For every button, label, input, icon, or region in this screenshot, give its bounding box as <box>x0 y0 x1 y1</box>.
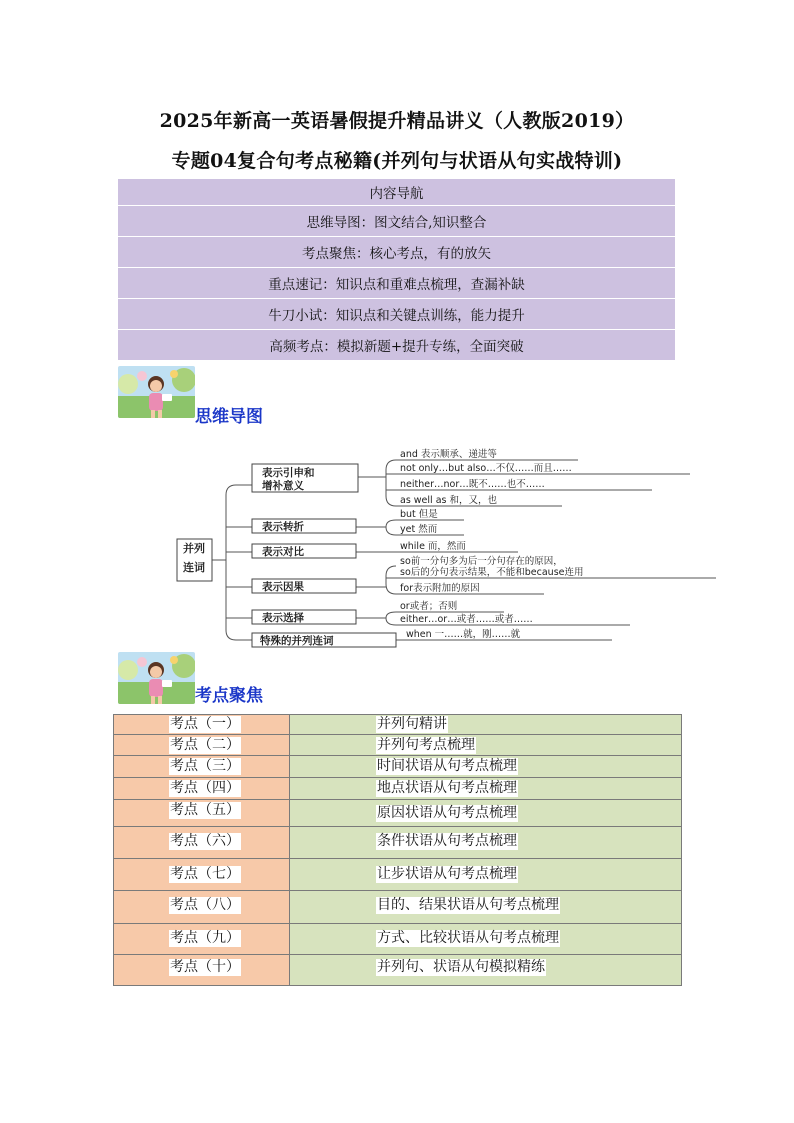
table-row <box>114 891 682 924</box>
section-banner-illustration <box>118 652 195 704</box>
table-row <box>114 859 682 891</box>
content-nav-item: 思维导图：图文结合,知识整合 <box>118 206 675 237</box>
point-topic: 地点状语从句考点梳理 <box>377 780 517 796</box>
focus-section-label: 考点聚焦 <box>195 686 263 706</box>
point-topic: 目的、结果状语从句考点梳理 <box>377 897 559 913</box>
point-label: 考点（六） <box>170 833 240 849</box>
point-label: 考点（十） <box>170 959 240 975</box>
point-topic: 方式、比较状语从句考点梳理 <box>377 930 559 946</box>
mind-map-branch-label: 特殊的并列连词 <box>260 635 334 647</box>
document-subtitle: 专题04复合句考点秘籍(并列句与状语从句实战特训) <box>171 150 623 172</box>
mind-map-section-label: 思维导图 <box>195 407 263 427</box>
content-nav-item: 牛刀小试：知识点和关键点训练，能力提升 <box>118 299 675 330</box>
mind-map-leaf: neither…nor…既不……也不…… <box>400 479 545 490</box>
point-label: 考点（九） <box>170 930 240 946</box>
mind-map-leaf: either…or…或者……或者…… <box>400 614 533 625</box>
point-label: 考点（四） <box>170 780 240 796</box>
table-row <box>114 778 682 800</box>
mind-map-leaf: while 而，然而 <box>400 541 466 552</box>
table-row <box>114 955 682 986</box>
mind-map-leaf: not only…but also…不仅……而且…… <box>400 463 572 474</box>
point-label: 考点（七） <box>170 866 240 882</box>
point-label: 考点（二） <box>170 736 240 753</box>
table-row <box>114 827 682 859</box>
mind-map-leaf: yet 然而 <box>400 524 438 535</box>
focus-points-table <box>113 714 682 986</box>
point-topic: 原因状语从句考点梳理 <box>377 804 517 821</box>
mind-map-branch-label: 增补意义 <box>262 480 304 492</box>
mind-map-leaf: as well as 和，又，也 <box>400 495 497 506</box>
point-topic: 并列句精讲 <box>377 716 447 732</box>
mind-map-leaf: but 但是 <box>400 509 438 520</box>
point-topic: 让步状语从句考点梳理 <box>377 866 517 882</box>
point-topic: 条件状语从句考点梳理 <box>377 833 517 849</box>
table-row <box>114 756 682 778</box>
content-nav-item: 考点聚焦：核心考点，有的放矢 <box>118 237 675 268</box>
mind-map-leaf: or或者；否则 <box>400 601 458 612</box>
mind-map-branch-label: 表示转折 <box>262 521 304 533</box>
mind-map-leaf: for表示附加的原因 <box>400 583 480 594</box>
mind-map-branch-label: 表示选择 <box>262 612 304 624</box>
point-label: 考点（八） <box>170 897 240 913</box>
table-row <box>114 924 682 955</box>
mind-map-root-label-1: 并列 <box>183 542 205 555</box>
table-row <box>114 735 682 756</box>
document-title: 2025年新高一英语暑假提升精品讲义（人教版2019） <box>159 110 635 132</box>
content-nav-item: 高频考点：模拟新题+提升专练，全面突破 <box>118 330 675 361</box>
mind-map-leaf: so后的分句表示结果，不能和because连用 <box>400 567 584 578</box>
mind-map-branch-label: 表示对比 <box>262 546 304 558</box>
mind-map-leaf: when 一……就，刚……就 <box>406 629 521 640</box>
point-topic: 并列句考点梳理 <box>377 736 475 753</box>
point-label: 考点（五） <box>170 802 240 818</box>
point-topic: 并列句、状语从句模拟精练 <box>377 959 545 975</box>
point-label: 考点（一） <box>170 716 240 732</box>
table-row <box>114 800 682 827</box>
mind-map-root-label-2: 连词 <box>183 561 205 574</box>
content-nav-heading: 内容导航 <box>118 179 675 206</box>
point-label: 考点（三） <box>170 758 240 774</box>
mind-map-branch-label: 表示引申和 <box>262 467 315 479</box>
point-topic: 时间状语从句考点梳理 <box>377 758 517 774</box>
mind-map-leaf: so前一分句多为后一分句存在的原因， <box>400 556 563 567</box>
table-row <box>114 715 682 735</box>
mind-map-branch-label: 表示因果 <box>262 581 304 593</box>
content-nav-item: 重点速记：知识点和重难点梳理，查漏补缺 <box>118 268 675 299</box>
mind-map-leaf: and 表示顺承、递进等 <box>400 449 497 460</box>
